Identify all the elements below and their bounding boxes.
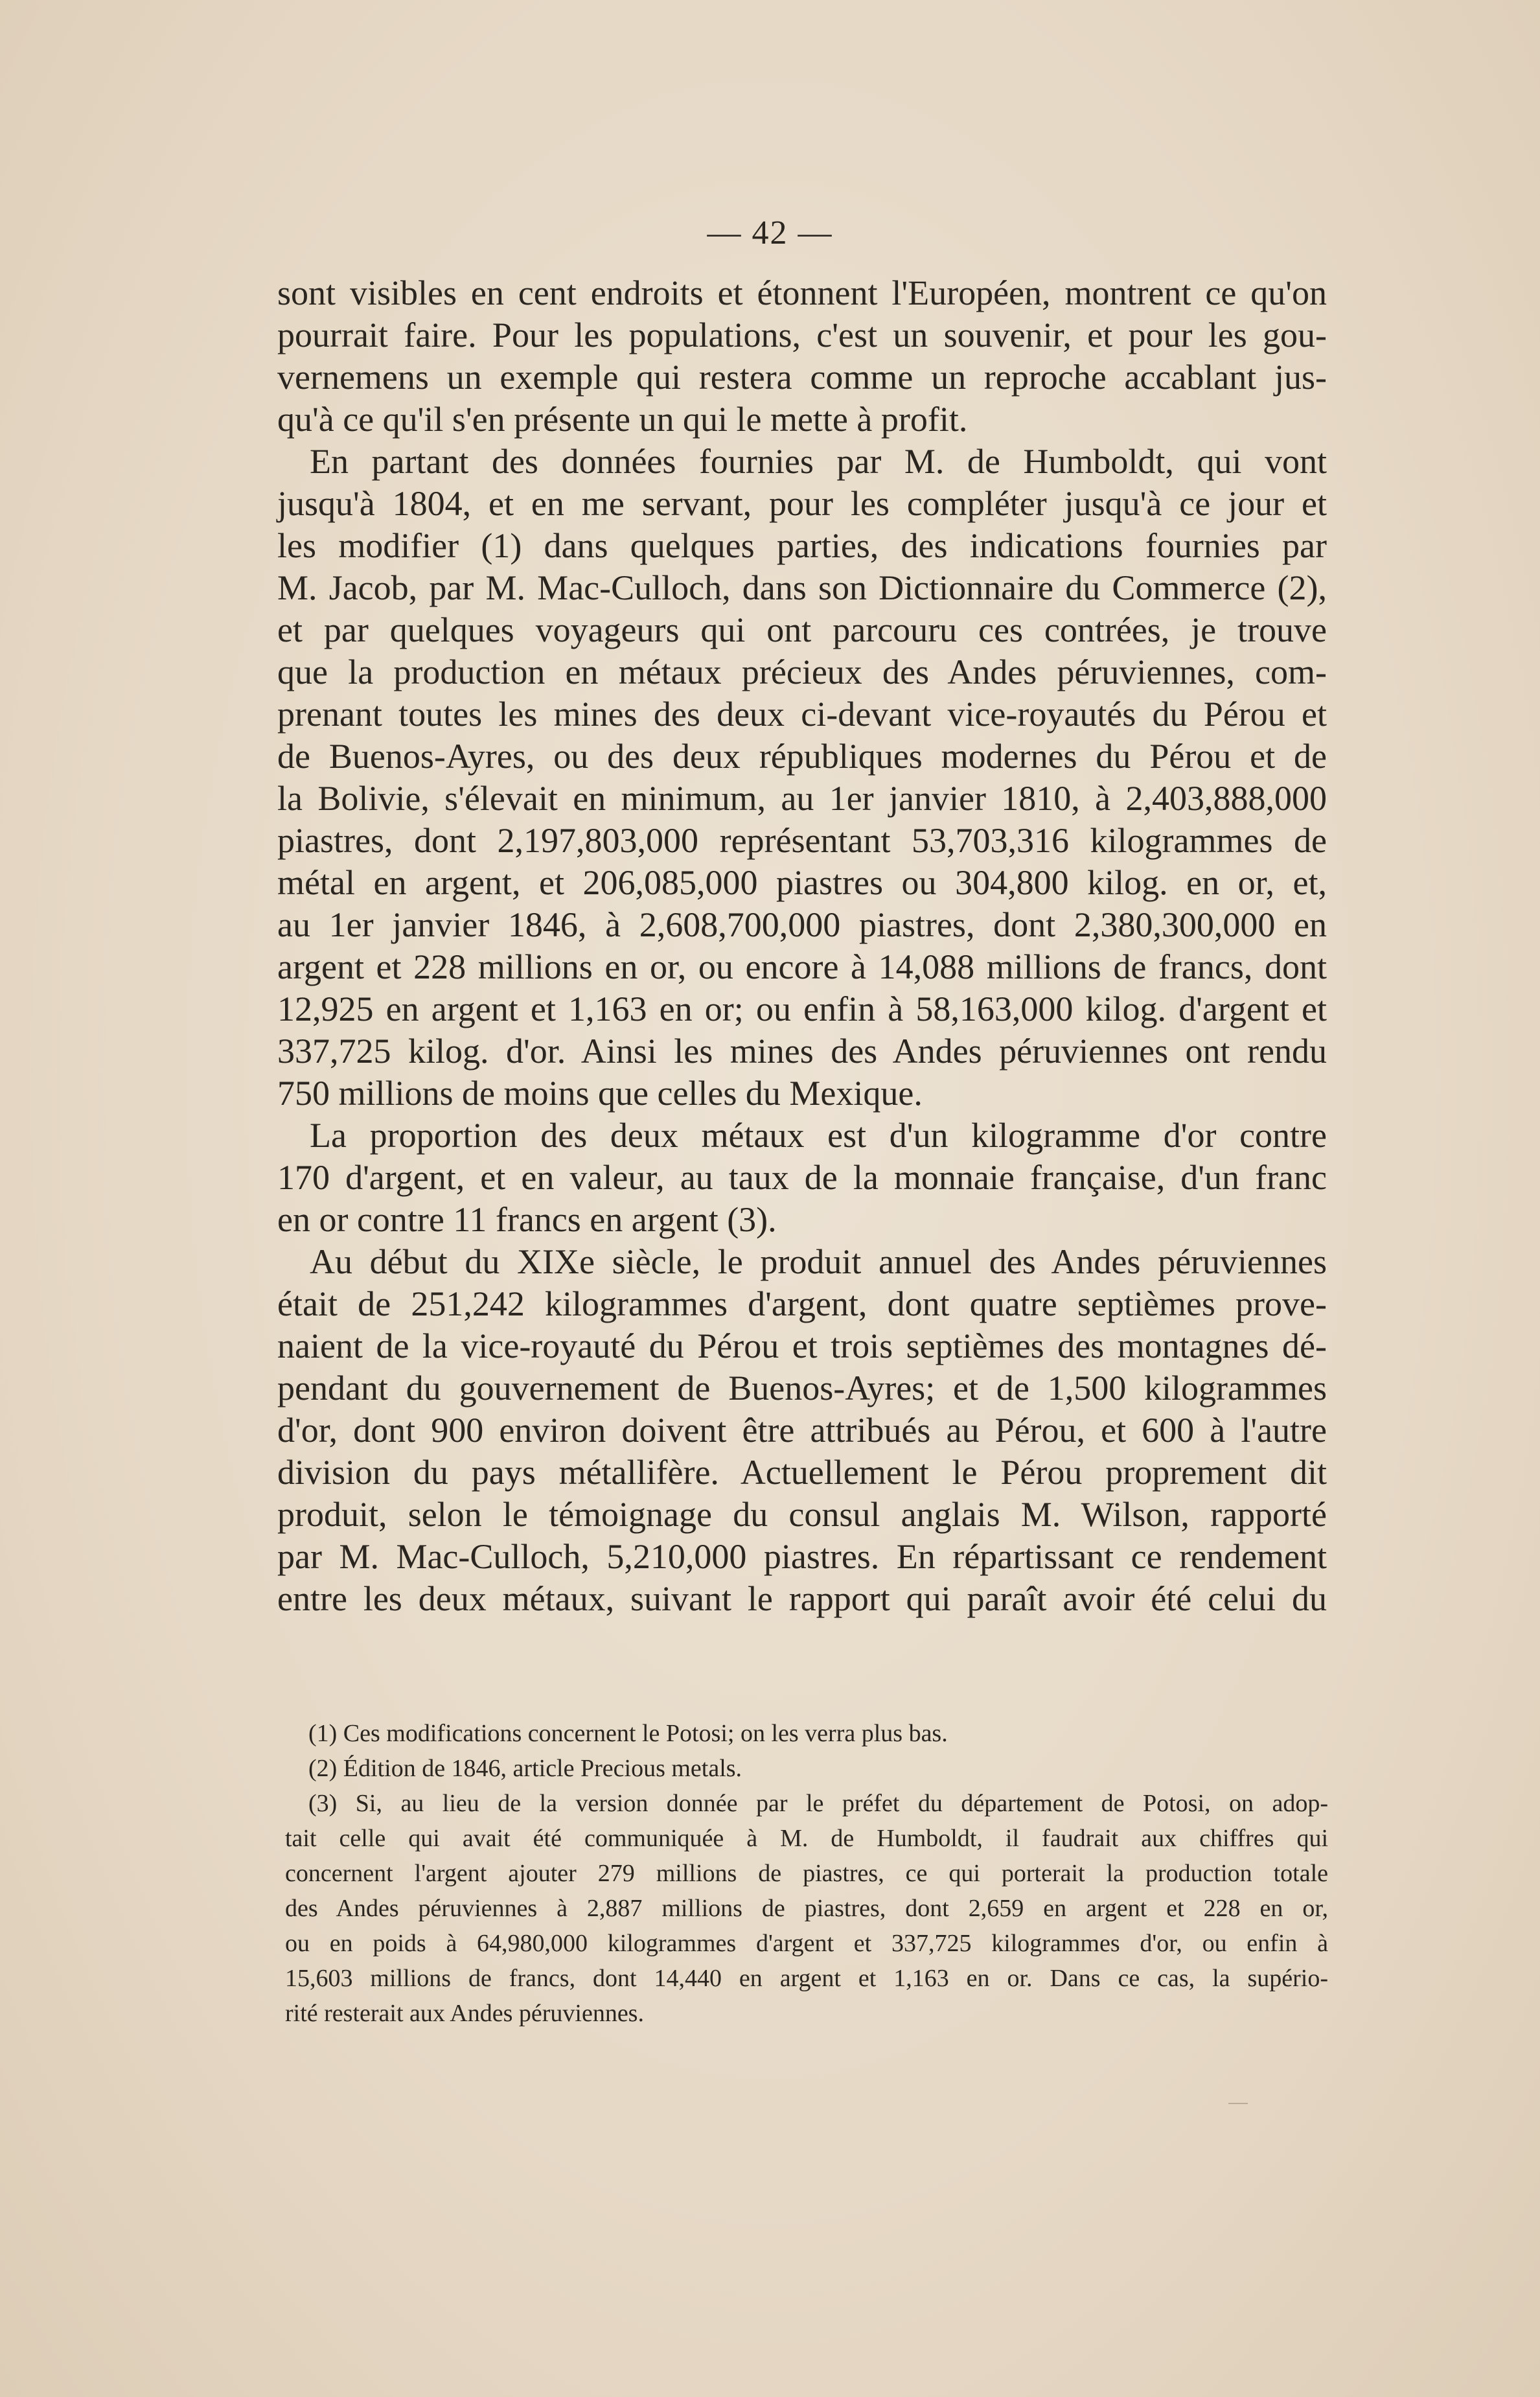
- text-line: et par quelques voyageurs qui ont parcouru ces contrées, je trouve: [277, 610, 1327, 649]
- text-line: les modifier (1) dans quelques parties, des indications fournies par: [277, 526, 1327, 565]
- footnote-line: tait celle qui avait été communiquée à M. de Humboldt, il faudrait aux chiffres qui: [285, 1825, 1328, 1852]
- text-line: argent et 228 millions en or, ou encore à 14,088 millions de francs, dont: [277, 947, 1327, 986]
- footnote-line: rité resterait aux Andes péruviennes.: [285, 2000, 644, 2027]
- text-line: La proportion des deux métaux est d'un kilogramme d'or contre: [310, 1116, 1327, 1155]
- footnote-line: 15,603 millions de francs, dont 14,440 en argent et 1,163 en or. Dans ce cas, la supério-: [285, 1965, 1328, 1992]
- footnote-line: des Andes péruviennes à 2,887 millions de piastres, dont 2,659 en argent et 228 en or,: [285, 1895, 1328, 1922]
- text-line: jusqu'à 1804, et en me servant, pour les compléter jusqu'à ce jour et: [277, 484, 1327, 523]
- text-line: vernemens un exemple qui restera comme un reproche accablant jus-: [277, 358, 1327, 397]
- text-line: au 1er janvier 1846, à 2,608,700,000 piastres, dont 2,380,300,000 en: [277, 905, 1327, 944]
- text-line: produit, selon le témoignage du consul anglais M. Wilson, rapporté: [277, 1495, 1327, 1534]
- text-line: entre les deux métaux, suivant le rapport qui paraît avoir été celui du: [277, 1579, 1327, 1618]
- footnotes: [285, 1716, 1328, 2031]
- text-line: pourrait faire. Pour les populations, c'est un souvenir, et pour les gou-: [277, 316, 1327, 354]
- text-line: la Bolivie, s'élevait en minimum, au 1er janvier 1810, à 2,403,888,000: [277, 779, 1327, 818]
- text-line: en or contre 11 francs en argent (3).: [277, 1200, 777, 1239]
- text-line: était de 251,242 kilogrammes d'argent, dont quatre septièmes prove-: [277, 1284, 1327, 1323]
- text-line: 170 d'argent, et en valeur, au taux de la monnaie française, d'un franc: [277, 1158, 1327, 1197]
- text-line: division du pays métallifère. Actuellement le Pérou proprement dit: [277, 1453, 1327, 1492]
- text-line: 12,925 en argent et 1,163 en or; ou enfin à 58,163,000 kilog. d'argent et: [277, 990, 1327, 1028]
- text-line: Au début du XIXe siècle, le produit annuel des Andes péruviennes: [310, 1242, 1327, 1281]
- text-line: pendant du gouvernement de Buenos-Ayres; et de 1,500 kilogrammes: [277, 1369, 1327, 1407]
- text-line: 750 millions de moins que celles du Mexique.: [277, 1074, 923, 1113]
- text-line: En partant des données fournies par M. de Humboldt, qui vont: [310, 442, 1327, 481]
- text-line: d'or, dont 900 environ doivent être attribués au Pérou, et 600 à l'autre: [277, 1411, 1327, 1450]
- text-line: prenant toutes les mines des deux ci-devant vice-royautés du Pérou et: [277, 695, 1327, 734]
- text-line: de Buenos-Ayres, ou des deux républiques modernes du Pérou et de: [277, 737, 1327, 776]
- text-line: que la production en métaux précieux des Andes péruviennes, com-: [277, 653, 1327, 691]
- page-number: — 42 —: [707, 214, 833, 251]
- text-line: piastres, dont 2,197,803,000 représentant 53,703,316 kilogrammes de: [277, 821, 1327, 860]
- printer-mark: [1228, 2103, 1248, 2104]
- text-line: 337,725 kilog. d'or. Ainsi les mines des Andes péruviennes ont rendu: [277, 1032, 1327, 1071]
- text-line: M. Jacob, par M. Mac-Culloch, dans son Dictionnaire du Commerce (2),: [277, 568, 1327, 607]
- footnote-line: (3) Si, au lieu de la version donnée par le préfet du département de Potosi, on adop-: [308, 1790, 1328, 1817]
- text-line: métal en argent, et 206,085,000 piastres ou 304,800 kilog. en or, et,: [277, 863, 1327, 902]
- text-line: par M. Mac-Culloch, 5,210,000 piastres. En répartissant ce rendement: [277, 1537, 1327, 1576]
- body-text: [277, 272, 1327, 1620]
- footnote-line: (1) Ces modifications concernent le Potosi; on les verra plus bas.: [308, 1720, 948, 1747]
- footnote-line: ou en poids à 64,980,000 kilogrammes d'argent et 337,725 kilogrammes d'or, ou enfin à: [285, 1930, 1328, 1957]
- text-line: naient de la vice-royauté du Pérou et trois septièmes des montagnes dé-: [277, 1326, 1327, 1365]
- footnote-line: concernent l'argent ajouter 279 millions de piastres, ce qui porterait la production totale: [285, 1860, 1328, 1887]
- text-line: sont visibles en cent endroits et étonnent l'Européen, montrent ce qu'on: [277, 273, 1327, 312]
- text-line: qu'à ce qu'il s'en présente un qui le mette à profit.: [277, 400, 968, 439]
- footnote-line: (2) Édition de 1846, article Precious metals.: [308, 1755, 742, 1782]
